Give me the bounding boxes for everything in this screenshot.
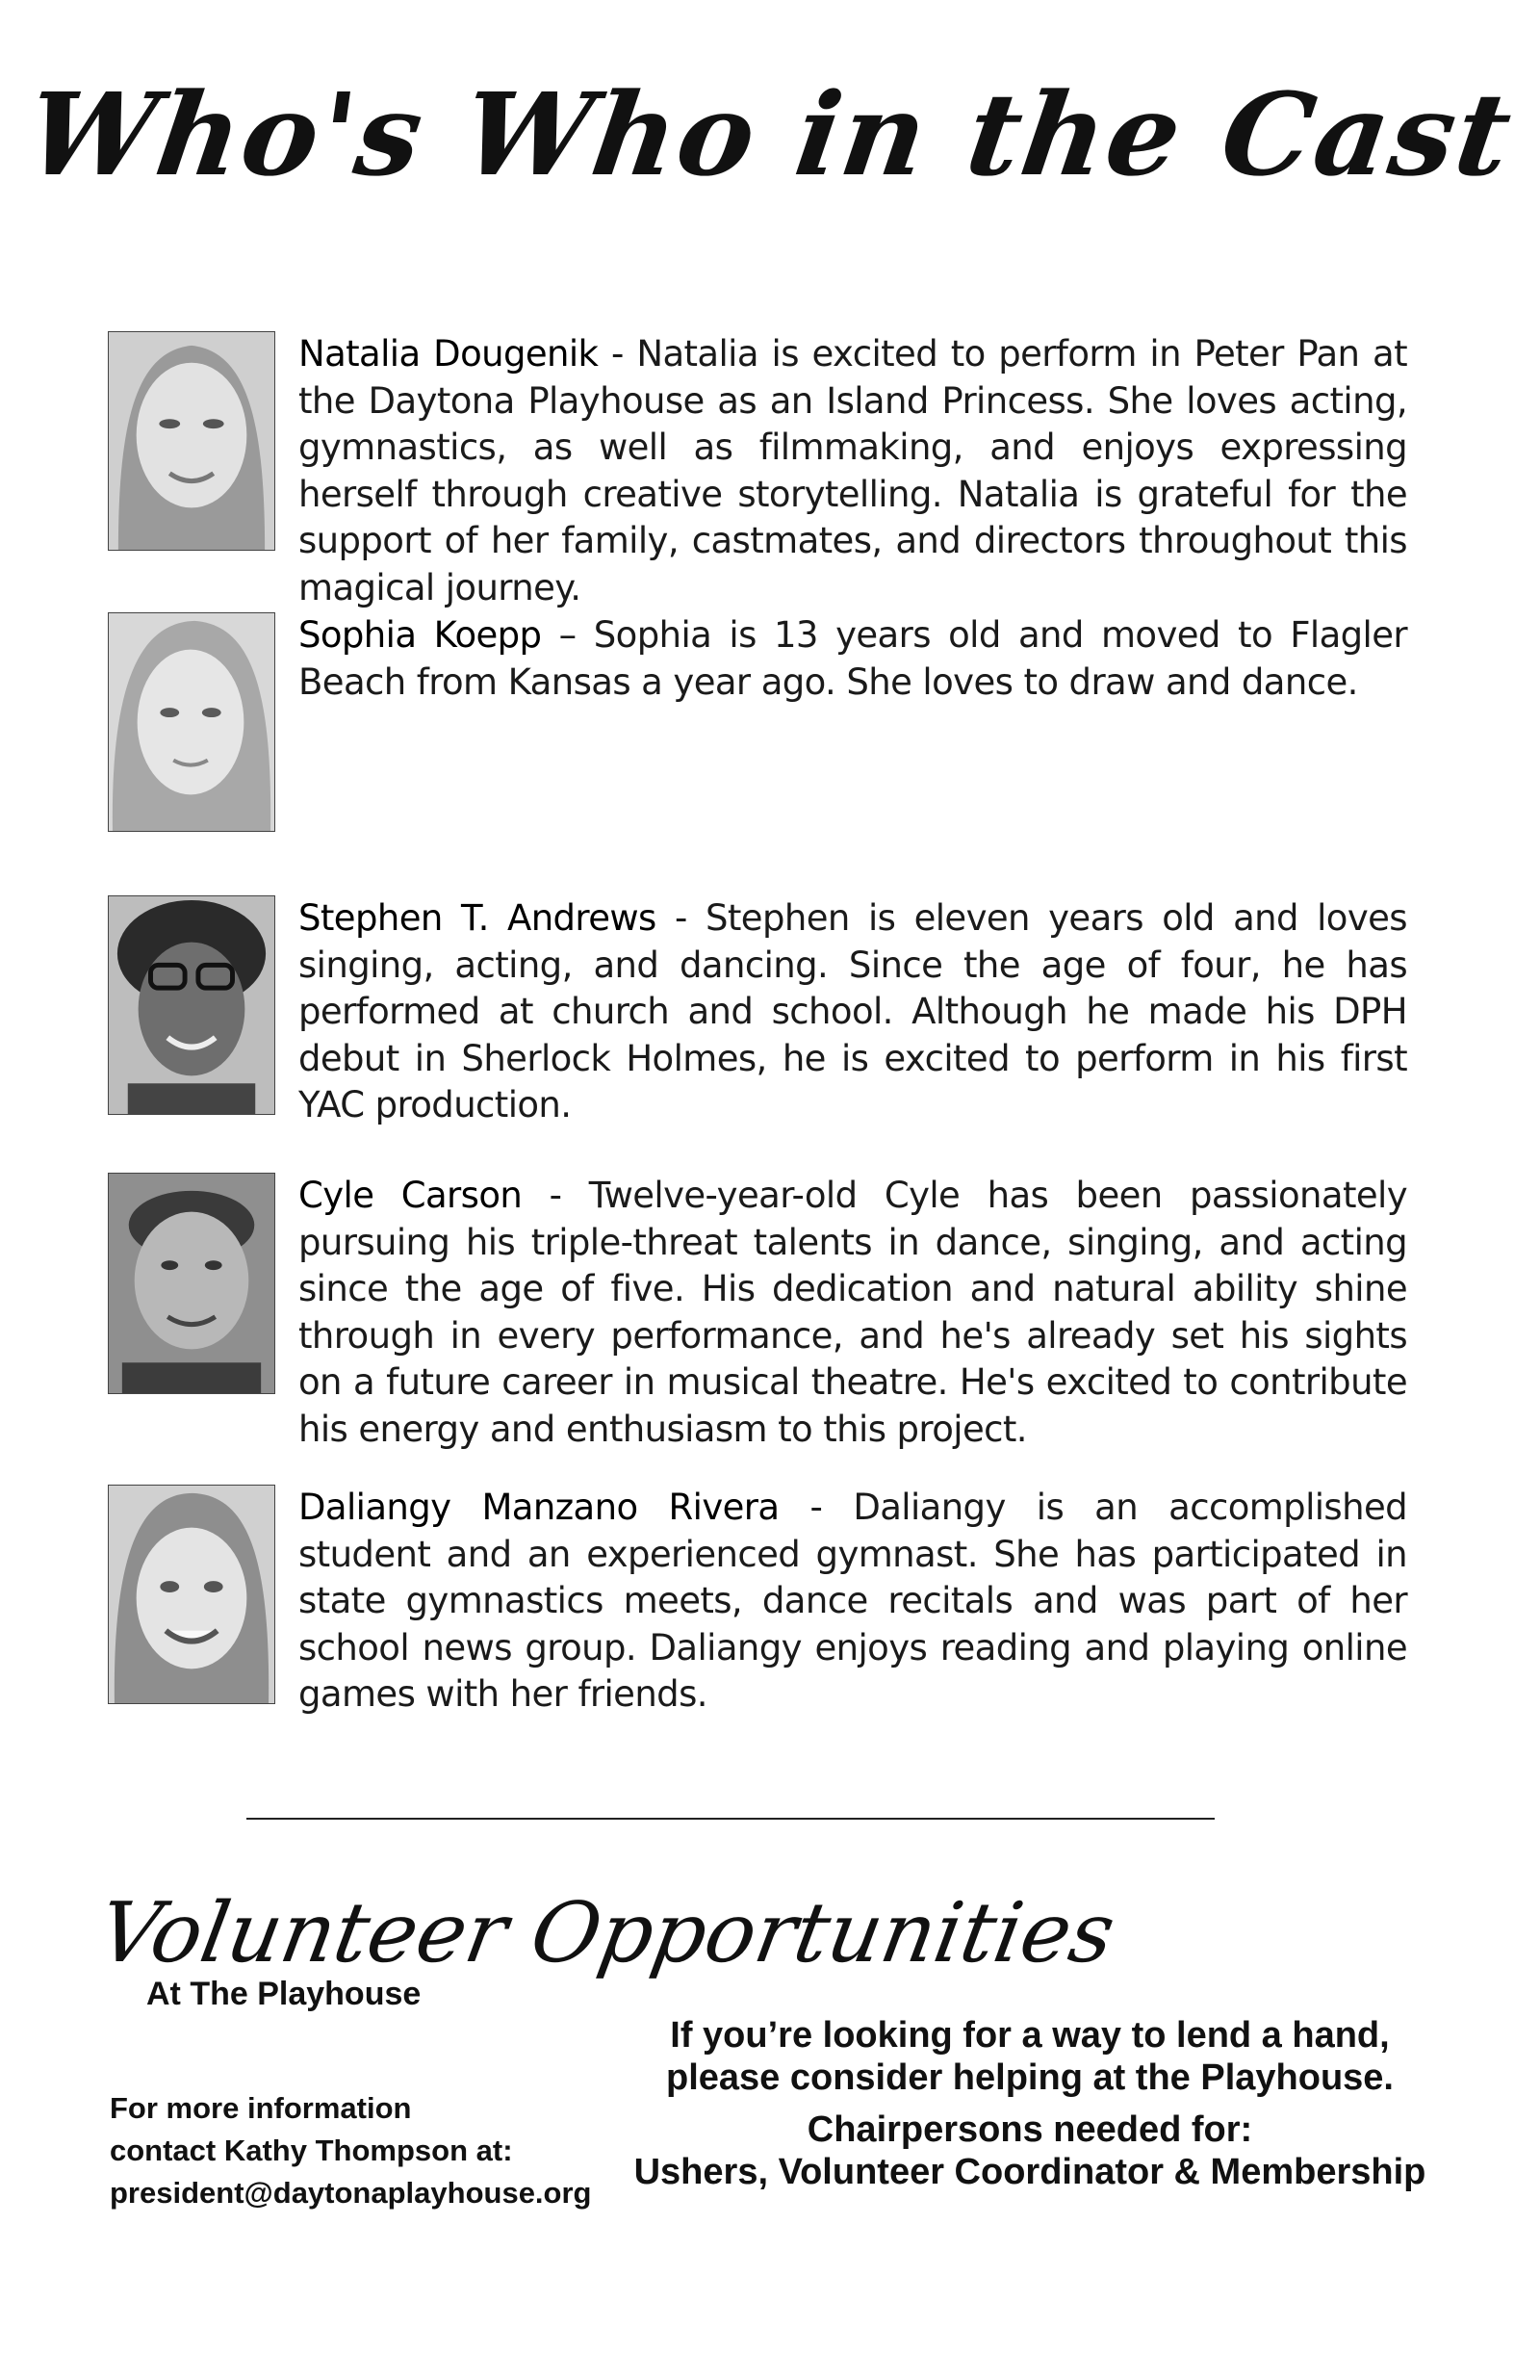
volunteer-appeal — [597, 2014, 1463, 2193]
appeal-line: Ushers, Volunteer Coordinator & Membership — [633, 2152, 1426, 2192]
headshot-photo — [108, 1173, 275, 1394]
cast-name: Daliangy Manzano Rivera — [298, 1487, 780, 1528]
page-title: Who's Who in the Cast — [19, 67, 1521, 201]
appeal-line: Chairpersons needed for: — [807, 2109, 1253, 2150]
name-separator: - — [522, 1175, 589, 1216]
volunteer-title: Volunteer Opportunities — [91, 1885, 1122, 1981]
contact-line: contact Kathy Thompson at: — [110, 2134, 513, 2167]
headshot-photo — [108, 612, 275, 832]
section-divider — [246, 1818, 1215, 1820]
cast-bio — [298, 612, 1407, 706]
cast-name: Stephen T. Andrews — [298, 897, 656, 939]
name-separator: – — [541, 614, 594, 656]
volunteer-contact — [110, 2087, 591, 2214]
headshot-photo — [108, 331, 275, 551]
contact-email[interactable]: president@daytonaplayhouse.org — [110, 2176, 592, 2210]
appeal-line: If you’re looking for a way to lend a hand, — [670, 2015, 1390, 2056]
cast-bio — [298, 1173, 1407, 1453]
cast-bio — [298, 1485, 1407, 1719]
name-separator: - — [598, 333, 637, 375]
appeal-line: please consider helping at the Playhouse. — [666, 2057, 1394, 2098]
cast-name: Cyle Carson — [298, 1175, 523, 1216]
bio-text: Natalia is excited to perform in Peter Pan at the Daytona Playhouse as an Island Princess. She loves acting, gymnastics, as well as filmmaking, and enjoys expressing herself through creative storytelling. Natalia is grateful for the support of her family, castmates, and directors throughout this magical journey. — [298, 333, 1407, 608]
bio-text: Sophia is 13 years old and moved to Flagler Beach from Kansas a year ago. She loves to draw and dance. — [298, 614, 1407, 703]
cast-bio — [298, 895, 1407, 1129]
bio-text: Stephen is eleven years old and loves singing, acting, and dancing. Since the age of four, he has performed at church and school. Although he made his DPH debut in Sherlock Holmes, he is excited to perform in his first YAC production. — [298, 897, 1407, 1125]
headshot-photo — [108, 895, 275, 1115]
bio-text: Daliangy is an accomplished student and an experienced gymnast. She has participated in state gymnastics meets, dance recitals and was part of her school news group. Daliangy enjoys reading and playing online games with her friends. — [298, 1487, 1407, 1715]
cast-name: Natalia Dougenik — [298, 333, 599, 375]
cast-bio — [298, 331, 1407, 611]
cast-name: Sophia Koepp — [298, 614, 542, 656]
contact-line: For more information — [110, 2091, 412, 2125]
name-separator: - — [655, 897, 706, 939]
name-separator: - — [779, 1487, 854, 1528]
bio-text: Twelve-year-old Cyle has been passionately pursuing his triple-threat talents in dance, singing, and acting since the age of five. His dedication and natural ability shine through in every performance, and he's already set his sights on a future career in musical theatre. He's excited to contribute his energy and enthusiasm to this project. — [298, 1175, 1407, 1450]
headshot-photo — [108, 1485, 275, 1704]
volunteer-subtitle: At The Playhouse — [146, 1976, 422, 2012]
